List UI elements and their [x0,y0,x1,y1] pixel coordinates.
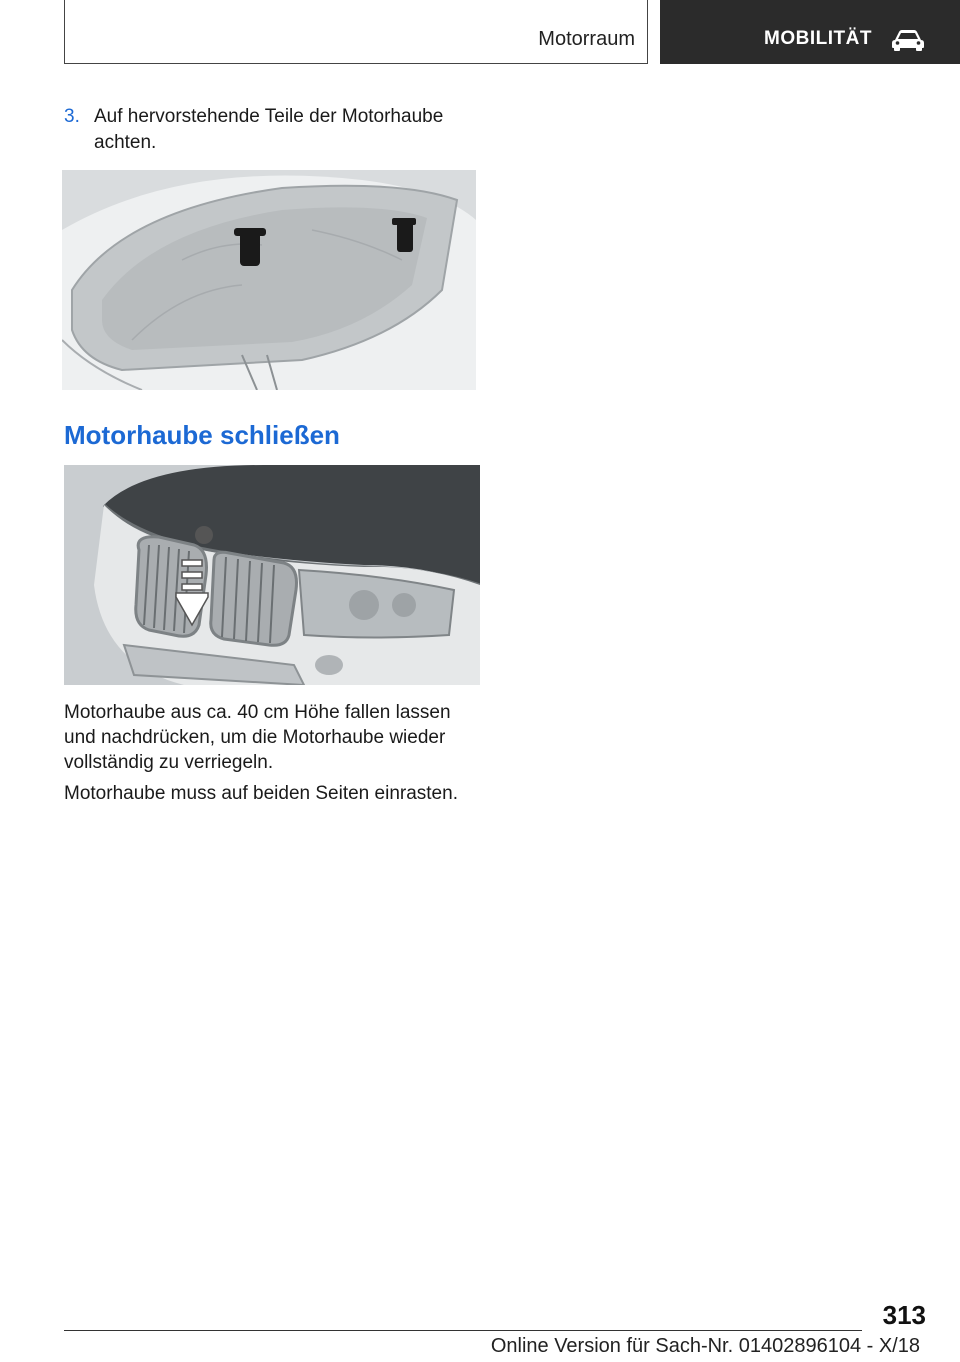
footer-divider [64,1330,862,1331]
online-version-note: Online Version für Sach-Nr. 01402896104 - X/18 [490,1335,920,1357]
header-section-title: Motorraum [538,28,635,50]
page-number: 313 [882,1300,926,1330]
header-chapter-title: MOBILITÄT [764,28,872,49]
car-icon [890,28,926,52]
body-paragraph-drop-hood: Motorhaube aus ca. 40 cm Höhe fallen lassen und nachdrücken, um die Motorhaube wieder vollständig zu verriegeln. [64,702,451,773]
section-heading: Motorhaube schließen [64,420,340,450]
body-paragraph-engage-both-sides: Motorhaube muss auf beiden Seiten einrasten. [64,783,458,804]
hood-underside-illustration [62,170,476,390]
step-text: Auf hervorstehende Teile der Motorhaube achten. [94,106,444,153]
header-section-box [64,0,648,64]
step-number: 3. [64,106,80,127]
header-chapter-box [660,0,960,64]
hood-closing-illustration [64,465,480,685]
